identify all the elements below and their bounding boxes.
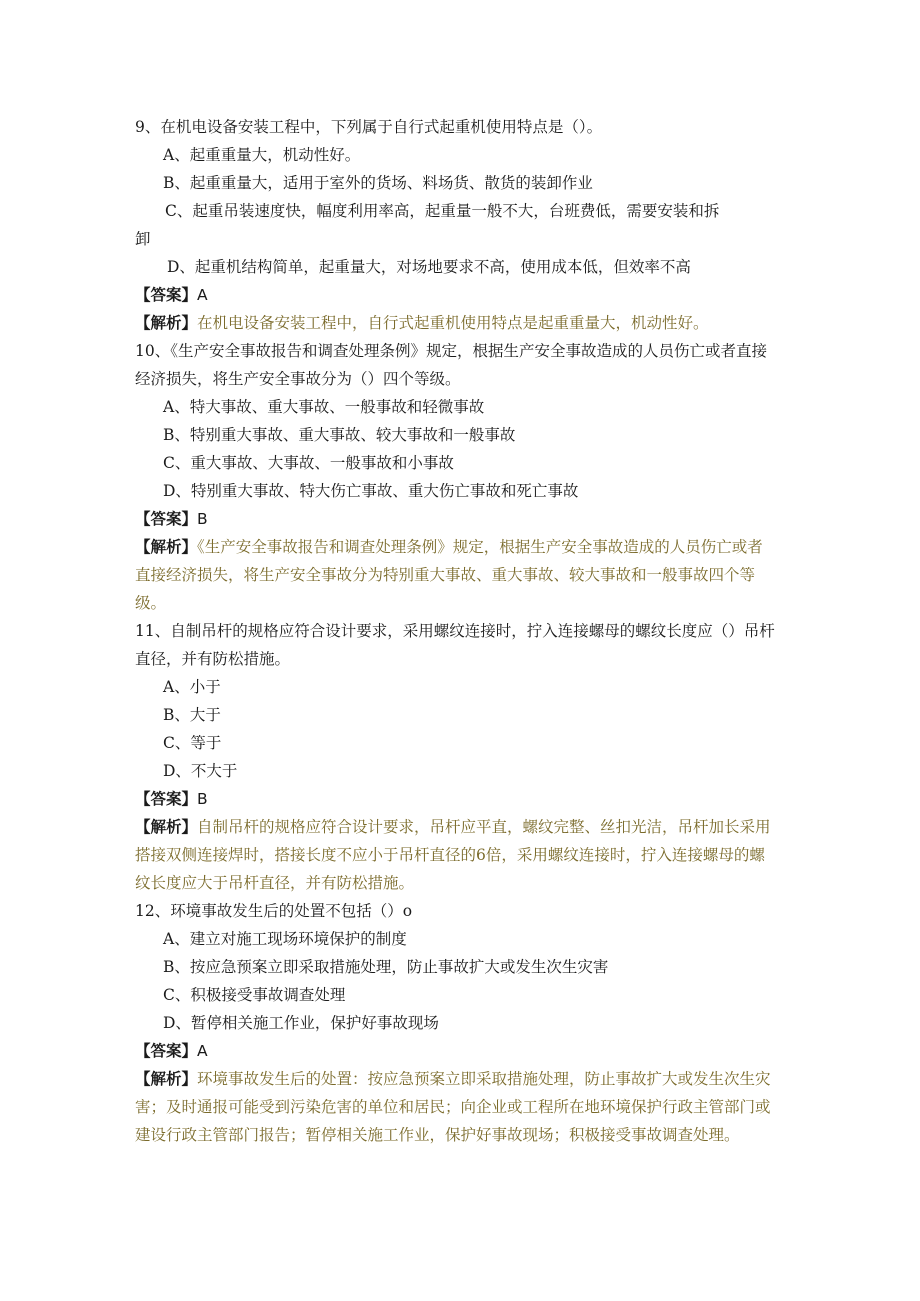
explanation-text: 《生产安全事故报告和调查处理条例》规定，根据生产安全事故造成的人员伤亡或者直接经济损失，将生产安全事故分为特别重大事故、重大事故、较大事故和一般事故四个等级。: [135, 538, 763, 612]
question-11: [135, 617, 775, 897]
option-a: A、小于: [163, 678, 221, 696]
answer-line: [135, 281, 775, 309]
answer-tag: 【答案】: [135, 790, 198, 808]
explanation-text: 环境事故发生后的处置：按应急预案立即采取措施处理，防止事故扩大或发生次生灾害；及时通报可能受到污染危害的单位和居民；向企业或工程所在地环境保护行政主管部门或建设行政主管部门报告；暂停相关施工作业，保护好事故现场；积极接受事故调查处理。: [135, 1070, 771, 1144]
answer-line: [135, 1037, 775, 1065]
option-c-text: C、起重吊装速度快，幅度利用率高，起重量一般不大，台班费低，需要安装和拆: [165, 202, 720, 220]
answer-tag: 【答案】: [135, 1042, 198, 1060]
question-stem: 12、环境事故发生后的处置不包括（）o: [135, 902, 413, 920]
option-c: C、等于: [163, 734, 222, 752]
explanation-text: 在机电设备安装工程中，自行式起重机使用特点是起重重量大，机动性好。: [197, 314, 709, 332]
answer-tag: 【答案】: [135, 510, 198, 528]
option-c: [135, 197, 775, 225]
question-stem: 10、《生产安全事故报告和调查处理条例》规定，根据生产安全事故造成的人员伤亡或者直接经济损失，将生产安全事故分为（）四个等级。: [135, 342, 767, 388]
question-12: [135, 897, 775, 1149]
explanation-tag: 【解析】: [135, 538, 198, 556]
explanation-line: [135, 533, 775, 617]
option-d: D、起重机结构简单，起重量大，对场地要求不高，使用成本低，但效率不高: [167, 258, 691, 276]
question-10: [135, 337, 775, 617]
explanation-line: [135, 1065, 775, 1149]
explanation-tag: 【解析】: [135, 314, 198, 332]
option-d: D、不大于: [163, 762, 238, 780]
answer-value: B: [197, 510, 208, 528]
explanation-tag: 【解析】: [135, 818, 198, 836]
option-c: C、重大事故、大事故、一般事故和小事故: [163, 454, 454, 472]
question-9: [135, 113, 775, 337]
explanation-line: [135, 813, 775, 897]
option-a: A、建立对施工现场环境保护的制度: [163, 930, 407, 948]
answer-value: B: [197, 790, 208, 808]
answer-line: [135, 505, 775, 533]
answer-line: [135, 785, 775, 813]
explanation-tag: 【解析】: [135, 1070, 198, 1088]
document-page: [135, 113, 775, 1149]
explanation-line: [135, 309, 775, 337]
explanation-text: 自制吊杆的规格应符合设计要求，吊杆应平直，螺纹完整、丝扣光洁，吊杆加长采用搭接双侧连接焊时，搭接长度不应小于吊杆直径的6倍，采用螺纹连接时，拧入连接螺母的螺纹长度应大于吊杆直径，并有防松措施。: [135, 818, 771, 892]
answer-value: A: [197, 1042, 208, 1060]
option-c: C、积极接受事故调查处理: [163, 986, 346, 1004]
option-d: D、特别重大事故、特大伤亡事故、重大伤亡事故和死亡事故: [163, 482, 579, 500]
option-b: B、特别重大事故、重大事故、较大事故和一般事故: [163, 426, 516, 444]
option-a: A、起重重量大，机动性好。: [163, 146, 361, 164]
option-b: B、大于: [163, 706, 221, 724]
answer-tag: 【答案】: [135, 286, 198, 304]
option-a: A、特大事故、重大事故、一般事故和轻微事故: [163, 398, 485, 416]
answer-value: A: [197, 286, 208, 304]
option-b: B、起重重量大，适用于室外的货场、料场货、散货的装卸作业: [163, 174, 593, 192]
option-c-continuation: 卸: [135, 230, 151, 248]
option-b: B、按应急预案立即采取措施处理，防止事故扩大或发生次生灾害: [163, 958, 609, 976]
option-d: D、暂停相关施工作业，保护好事故现场: [163, 1014, 439, 1032]
question-stem: 11、自制吊杆的规格应符合设计要求，采用螺纹连接时，拧入连接螺母的螺纹长度应（）吊杆直径，并有防松措施。: [135, 622, 775, 668]
question-stem: 9、在机电设备安装工程中，下列属于自行式起重机使用特点是（）。: [135, 118, 603, 136]
